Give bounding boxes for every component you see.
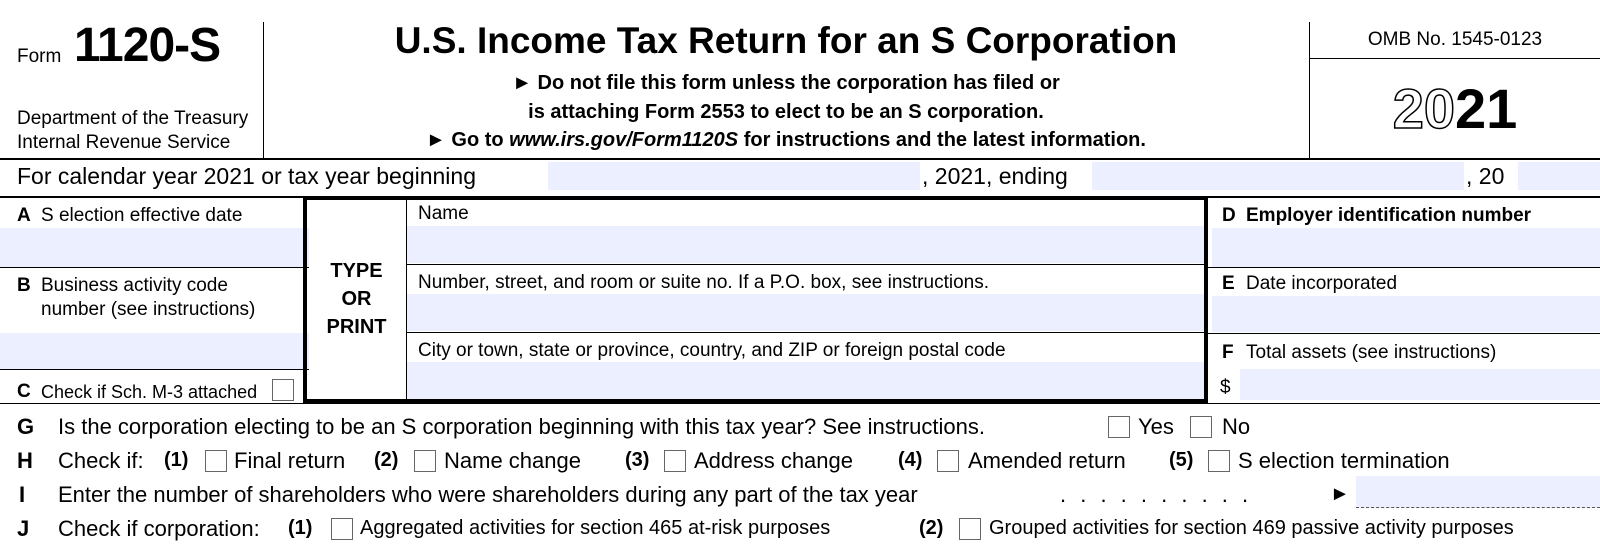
- h-item-5-text: S election termination: [1238, 448, 1450, 473]
- leader-dots: . . . . . . . . . .: [1060, 482, 1253, 507]
- instructions-link[interactable]: www.irs.gov/Form1120S: [509, 129, 739, 151]
- line-a-rule: [0, 267, 309, 268]
- form-title: U.S. Income Tax Return for an S Corporation: [394, 20, 1178, 61]
- dept-line-1: Department of the Treasury: [17, 108, 249, 129]
- line-g-letter: G: [17, 414, 35, 439]
- amended-return-checkbox[interactable]: [937, 450, 959, 472]
- city-input[interactable]: [407, 362, 1204, 399]
- line-i-letter: I: [19, 482, 26, 507]
- line-c-label: Check if Sch. M-3 attached: [41, 382, 258, 402]
- arrow-icon: ►: [1330, 483, 1350, 505]
- line-b-label-1: Business activity code: [41, 275, 228, 296]
- omb-divider: [1310, 58, 1600, 59]
- h-item-3-num: (3): [625, 449, 650, 471]
- line-e-letter: E: [1222, 273, 1235, 294]
- h-item-2-text: Name change: [444, 448, 581, 473]
- h-item-1-num: (1): [164, 449, 189, 471]
- line-j-label: Check if corporation:: [58, 516, 260, 541]
- h-item-3-text: Address change: [694, 448, 853, 473]
- name-change-checkbox[interactable]: [414, 450, 436, 472]
- shareholder-count-input[interactable]: [1356, 476, 1600, 508]
- dept-line-2: Internal Revenue Service: [17, 132, 231, 153]
- name-rule: [407, 264, 1204, 265]
- final-return-checkbox[interactable]: [205, 450, 227, 472]
- h-item-1-text: Final return: [234, 448, 346, 473]
- s-election-termination-checkbox[interactable]: [1208, 450, 1230, 472]
- line-e-label: Date incorporated: [1246, 273, 1398, 294]
- s-election-date-input[interactable]: [0, 228, 309, 267]
- business-activity-code-input[interactable]: [0, 333, 309, 369]
- no-label: No: [1222, 414, 1251, 439]
- filing-note-text-1: Do not file this form unless the corporation has filed or: [537, 72, 1060, 94]
- instructions-post: for instructions and the latest information.: [738, 129, 1146, 151]
- line-h-label: Check if:: [58, 448, 144, 473]
- calendar-year-mid: , 2021, ending: [922, 163, 1068, 189]
- city-label: City or town, state or province, country, and ZIP or foreign postal code: [418, 340, 1006, 361]
- line-h-letter: H: [17, 448, 33, 473]
- header-bottom-rule: [0, 158, 1600, 160]
- total-assets-input[interactable]: [1240, 369, 1600, 400]
- line-e-rule: [1208, 333, 1600, 334]
- j-item-2-num: (2): [919, 517, 944, 539]
- name-label: Name: [418, 203, 469, 224]
- print-word: PRINT: [326, 316, 387, 338]
- filing-note-line-2: is attaching Form 2553 to elect to be an S corporation.: [528, 101, 1044, 123]
- line-f-letter: F: [1222, 342, 1234, 363]
- h-item-4-text: Amended return: [968, 448, 1126, 473]
- dollar-sign: $: [1220, 377, 1231, 398]
- line-j-letter: J: [17, 516, 30, 541]
- instructions-note: [270, 129, 1302, 152]
- tax-year: [1310, 76, 1600, 141]
- box-bottom-rule: [0, 403, 1600, 404]
- h-item-5-num: (5): [1169, 449, 1194, 471]
- sch-m3-checkbox[interactable]: [272, 379, 294, 401]
- name-input[interactable]: [407, 226, 1204, 263]
- yes-label: Yes: [1138, 414, 1174, 439]
- arrow-icon: ►: [512, 72, 532, 94]
- j-item-1-text: Aggregated activities for section 465 at-risk purposes: [360, 517, 831, 539]
- tax-year-end-year-input[interactable]: [1518, 162, 1600, 190]
- h-item-4-num: (4): [898, 449, 923, 471]
- calendar-year-end: , 20: [1466, 163, 1505, 189]
- instructions-pre: Go to: [451, 129, 510, 151]
- ein-input[interactable]: [1212, 228, 1600, 267]
- line-a-letter: A: [17, 205, 31, 226]
- line-d-letter: D: [1222, 205, 1236, 226]
- street-input[interactable]: [407, 294, 1204, 331]
- line-c-letter: C: [17, 381, 31, 402]
- filing-note-line-1: [270, 72, 1302, 95]
- line-d-rule: [1208, 267, 1600, 268]
- line-d-label: Employer identification number: [1246, 205, 1532, 226]
- line-f-label: Total assets (see instructions): [1246, 342, 1497, 363]
- h-item-2-num: (2): [374, 449, 399, 471]
- omb-number: OMB No. 1545-0123: [1367, 29, 1543, 50]
- or-word: OR: [341, 288, 372, 310]
- line-i-text: Enter the number of shareholders who were shareholders during any part of the tax year: [58, 482, 918, 507]
- tax-year-outline: 20: [1392, 77, 1455, 140]
- line-g-text: Is the corporation electing to be an S corporation beginning with this tax year? See instructions.: [58, 414, 985, 439]
- grouped-activities-checkbox[interactable]: [959, 518, 981, 540]
- s-election-no-checkbox[interactable]: [1190, 416, 1212, 438]
- street-label: Number, street, and room or suite no. If a P.O. box, see instructions.: [418, 272, 989, 293]
- date-incorporated-input[interactable]: [1212, 296, 1600, 332]
- line-b-label-2: number (see instructions): [41, 299, 256, 320]
- form-number: 1120-S: [74, 19, 221, 72]
- arrow-icon: ►: [426, 129, 446, 151]
- street-rule: [407, 332, 1204, 333]
- line-a-label: S election effective date: [41, 205, 243, 226]
- form-word: Form: [17, 46, 62, 67]
- tax-year-end-input[interactable]: [1092, 162, 1464, 190]
- line-b-letter: B: [17, 275, 31, 296]
- tax-year-begin-input[interactable]: [548, 162, 920, 190]
- s-election-yes-checkbox[interactable]: [1108, 416, 1130, 438]
- j-item-1-num: (1): [288, 517, 313, 539]
- address-change-checkbox[interactable]: [664, 450, 686, 472]
- aggregated-activities-checkbox[interactable]: [331, 518, 353, 540]
- type-word: TYPE: [330, 260, 383, 282]
- type-or-print-label: [307, 257, 406, 341]
- header-divider-left: [263, 22, 264, 158]
- calendar-year-label: For calendar year 2021 or tax year beginning: [17, 163, 477, 189]
- tax-year-bold: 21: [1455, 77, 1518, 140]
- j-item-2-text: Grouped activities for section 469 passive activity purposes: [989, 517, 1514, 539]
- line-b-rule: [0, 369, 309, 370]
